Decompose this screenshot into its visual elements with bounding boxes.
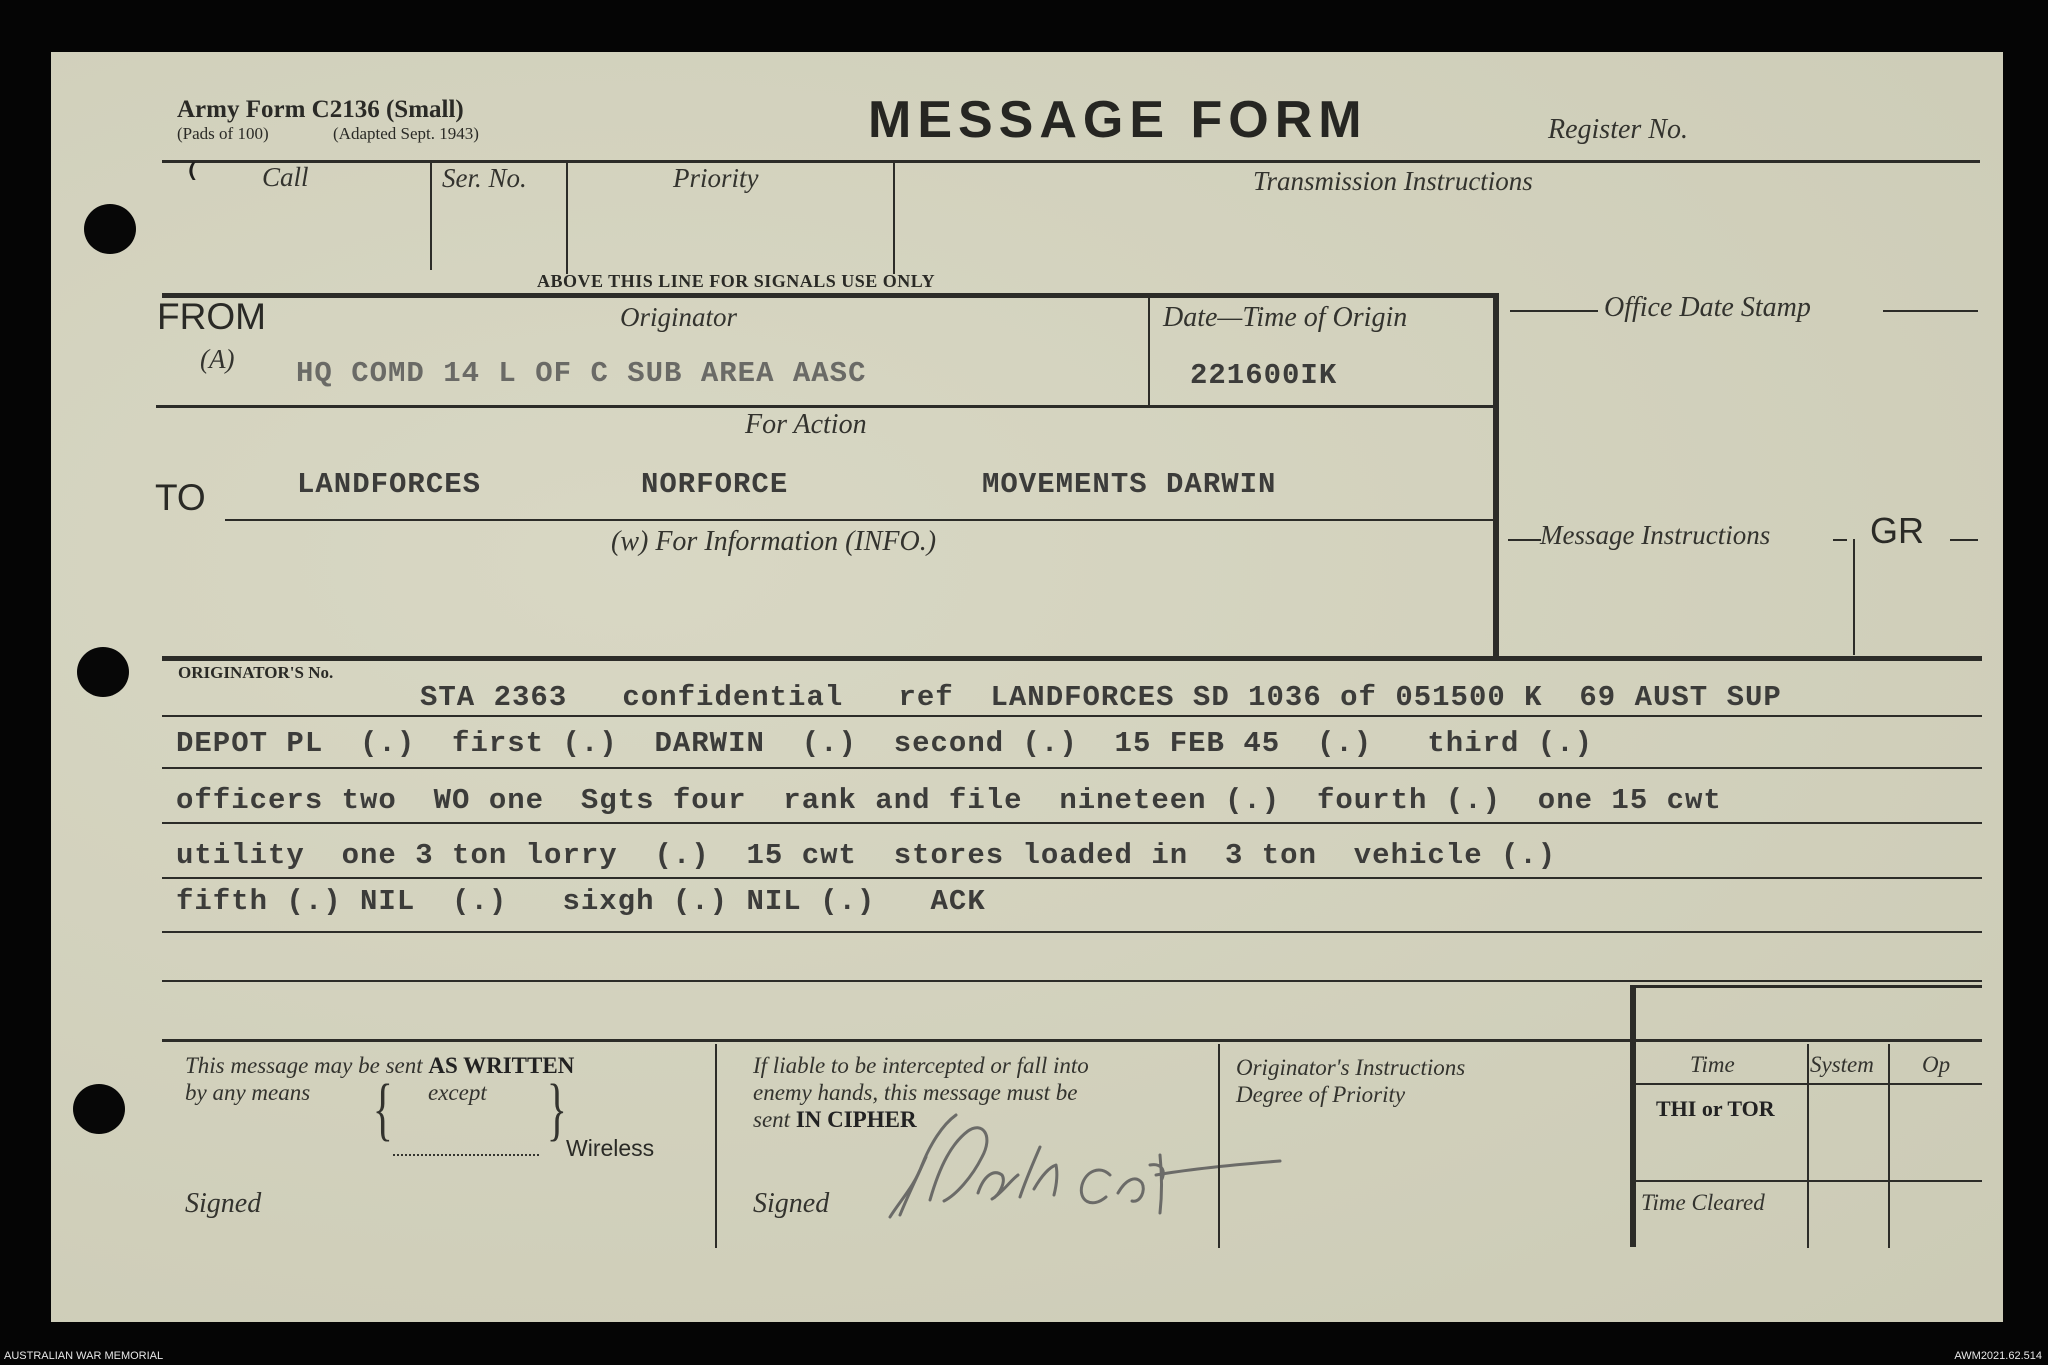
punch-hole xyxy=(77,647,129,697)
to-label: TO xyxy=(155,477,206,518)
ser-no-label: Ser. No. xyxy=(442,163,527,193)
thi-tor-label: THI or TOR xyxy=(1656,1096,1775,1121)
rule xyxy=(1833,539,1847,541)
page-title: MESSAGE FORM xyxy=(868,91,1368,149)
rule xyxy=(1883,310,1978,312)
time-cleared-label: Time Cleared xyxy=(1641,1190,1765,1215)
system-label: System xyxy=(1810,1052,1874,1077)
rule xyxy=(225,519,1493,521)
transmission-label: Transmission Instructions xyxy=(1253,166,1533,196)
from-label: FROM xyxy=(157,296,266,337)
message-instructions-label: Message Instructions xyxy=(1540,520,1771,550)
addressee: LANDFORCES xyxy=(297,468,482,501)
except-label: except xyxy=(428,1080,487,1105)
from-box-right xyxy=(1493,293,1499,659)
punch-hole xyxy=(73,1084,125,1134)
rule xyxy=(156,405,1494,408)
message-line: officers two WO one Sgts four rank and file nineteen (.) fourth (.) one 15 cwt xyxy=(176,784,1722,817)
originators-instructions-label: Originator's Instructions xyxy=(1236,1055,1466,1080)
archive-credit: AUSTRALIAN WAR MEMORIAL xyxy=(4,1350,164,1362)
op-label: Op xyxy=(1922,1052,1951,1077)
rule xyxy=(1510,310,1598,312)
divider xyxy=(1807,1044,1809,1248)
divider xyxy=(893,162,895,274)
rule xyxy=(162,767,1982,769)
divider xyxy=(715,1044,717,1248)
originators-no-label: ORIGINATOR'S No. xyxy=(178,663,334,682)
adapted-note: (Adapted Sept. 1943) xyxy=(333,124,479,143)
pencil-mark: ⁽ xyxy=(188,159,197,196)
rule xyxy=(1636,1180,1982,1182)
punch-hole xyxy=(84,204,136,254)
divider xyxy=(1148,296,1150,405)
degree-of-priority-label: Degree of Priority xyxy=(1236,1082,1406,1107)
message-line: fifth (.) NIL (.) sixgh (.) NIL (.) ACK xyxy=(176,885,986,918)
signed-label: Signed xyxy=(753,1188,830,1219)
from-top-rule xyxy=(162,293,1496,298)
divider xyxy=(430,162,432,270)
dto-value: 221600IK xyxy=(1190,359,1338,392)
addressee: MOVEMENTS DARWIN xyxy=(982,468,1277,501)
info-label: (w) For Information (INFO.) xyxy=(611,526,937,557)
originator-value: HQ COMD 14 L OF C SUB AREA AASC xyxy=(296,357,867,390)
rule xyxy=(1950,539,1978,541)
archive-accession: AWM2021.62.514 xyxy=(1954,1350,2042,1362)
call-label: Call xyxy=(262,162,309,192)
message-line: utility one 3 ton lorry (.) 15 cwt stores loaded in 3 ton vehicle (.) xyxy=(176,839,1557,872)
signed-label: Signed xyxy=(185,1188,262,1219)
cipher-note-1: If liable to be intercepted or fall into xyxy=(753,1053,1089,1078)
brace-left: { xyxy=(372,1071,393,1148)
register-label: Register No. xyxy=(1548,114,1688,145)
divider xyxy=(1853,539,1855,655)
divider xyxy=(566,162,568,274)
time-box-left xyxy=(1630,985,1636,1247)
rule xyxy=(162,1039,1982,1042)
body-top-rule xyxy=(162,656,1982,661)
from-sub-label: (A) xyxy=(200,344,235,374)
rule xyxy=(162,877,1982,879)
time-label: Time xyxy=(1690,1052,1735,1077)
message-line: DEPOT PL (.) first (.) DARWIN (.) second (.) 15 FEB 45 (.) third (.) xyxy=(176,727,1594,760)
handwritten-signature xyxy=(860,1105,1360,1235)
rule xyxy=(162,715,1982,717)
priority-label: Priority xyxy=(673,163,759,193)
divider xyxy=(1218,1044,1220,1248)
originator-label: Originator xyxy=(620,302,738,332)
addressee: NORFORCE xyxy=(641,468,789,501)
office-date-stamp-label: Office Date Stamp xyxy=(1604,292,1811,323)
rule xyxy=(1630,985,1982,988)
wireless-label: Wireless xyxy=(566,1135,655,1161)
sent-note-2: by any means xyxy=(185,1080,311,1105)
rule xyxy=(162,931,1982,933)
rule xyxy=(1636,1083,1982,1085)
rule xyxy=(162,980,1982,982)
dto-label: Date—Time of Origin xyxy=(1163,302,1408,333)
rule xyxy=(162,822,1982,824)
form-id: Army Form C2136 (Small) xyxy=(177,96,464,123)
pads-note: (Pads of 100) xyxy=(177,124,269,143)
cipher-note-3: sent IN CIPHER xyxy=(753,1107,917,1132)
message-line: STA 2363 confidential ref LANDFORCES SD 1036 of 051500 K 69 AUST SUP xyxy=(420,681,1782,714)
wireless-dotted-line xyxy=(393,1154,539,1156)
brace-right: } xyxy=(546,1071,567,1148)
rule xyxy=(162,160,1980,163)
rule xyxy=(1508,539,1541,541)
sent-note-1: This message may be sent AS WRITTEN xyxy=(185,1053,575,1078)
above-line-note: ABOVE THIS LINE FOR SIGNALS USE ONLY xyxy=(537,271,936,291)
divider xyxy=(1888,1044,1890,1248)
cipher-note-2: enemy hands, this message must be xyxy=(753,1080,1078,1105)
for-action-label: For Action xyxy=(745,409,867,440)
gr-label: GR xyxy=(1870,510,1924,551)
